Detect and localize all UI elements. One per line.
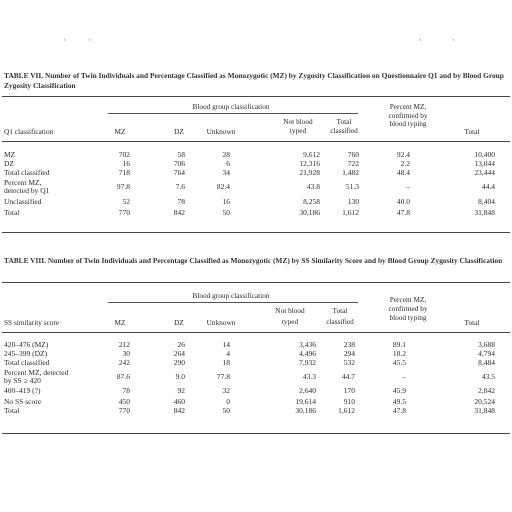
cell-dz: 460 bbox=[173, 396, 185, 406]
table-8-row-header: SS similarity score bbox=[4, 318, 60, 327]
table-7-title: TABLE VII. Number of Twin Individuals and Percentage Classified as Monozygotic (MZ) by Zygosity Classification on Questionnaire Q1 and by Blood Group Zygosity Classification bbox=[4, 71, 504, 90]
cell-total: 23,444 bbox=[474, 167, 495, 177]
cell-total-classified: 238 bbox=[343, 340, 355, 349]
cell-not-typed: 21,928 bbox=[299, 167, 320, 177]
cell-total-classified: 1,612 bbox=[338, 405, 355, 415]
cell-not-typed: 43.8 bbox=[306, 181, 320, 191]
cell-not-typed: 9,612 bbox=[303, 150, 320, 159]
table-7-percent-l2: confirmed by bbox=[388, 110, 428, 120]
table-8-not-blood-l1: Not blood bbox=[275, 306, 305, 315]
cell-mz: 16 bbox=[122, 158, 130, 168]
table-8-col-dz: DZ bbox=[174, 318, 184, 327]
table-7-row-header: Q1 classification bbox=[4, 127, 54, 136]
table-7-bottom-rule bbox=[2, 232, 510, 233]
table-8-col-mz: MZ bbox=[114, 318, 126, 327]
cell-total-classified: 1,482 bbox=[342, 167, 359, 177]
cell-unknown: 0 bbox=[226, 396, 230, 406]
row-label: Unclassified bbox=[4, 196, 42, 206]
table-8-percent-l1: Percent MZ, bbox=[389, 295, 427, 304]
row-label: 420–476 (MZ) bbox=[4, 340, 49, 349]
cell-not-typed: 3,436 bbox=[299, 340, 316, 349]
cell-percent: 92.4 bbox=[396, 150, 410, 159]
cell-mz: 770 bbox=[118, 405, 130, 415]
cell-percent: 45.9 bbox=[392, 385, 406, 395]
table-8-total-classified-l1: Total bbox=[332, 306, 348, 315]
cell-unknown: 14 bbox=[222, 340, 230, 349]
cell-total: 4,794 bbox=[478, 348, 495, 358]
cell-total: 8,404 bbox=[478, 196, 495, 206]
cell-unknown: 82.4 bbox=[216, 181, 230, 191]
table-7-top-rule bbox=[2, 96, 510, 97]
cell-total-classified: 1,612 bbox=[342, 207, 359, 217]
row-label: Total bbox=[4, 405, 20, 415]
cell-dz: 842 bbox=[173, 405, 185, 415]
table-8-percent-l3: blood typing bbox=[389, 313, 427, 322]
row-label: Percent MZ, detected bbox=[4, 367, 69, 377]
cell-total: 2,842 bbox=[478, 385, 495, 395]
cell-total: 31,848 bbox=[474, 207, 495, 217]
row-label: by SS ≥ 420 bbox=[4, 376, 41, 386]
cell-total-classified: 170 bbox=[343, 385, 355, 395]
cell-total: 13,044 bbox=[474, 158, 495, 168]
cell-total: 10,400 bbox=[474, 150, 495, 159]
cell-total: 3,688 bbox=[478, 340, 495, 349]
cell-total: 43.5 bbox=[481, 371, 495, 381]
cell-dz: 290 bbox=[173, 357, 185, 367]
row-label: MZ bbox=[4, 150, 16, 159]
cell-dz: 78 bbox=[177, 196, 185, 206]
cell-unknown: 6 bbox=[226, 158, 230, 168]
cell-mz: 87.6 bbox=[116, 371, 130, 381]
cell-dz: 764 bbox=[173, 167, 185, 177]
table-7-col-total: Total bbox=[464, 127, 480, 136]
table-7-group-rule bbox=[108, 113, 358, 114]
cell-total-classified: 532 bbox=[343, 357, 355, 367]
cell-mz: 52 bbox=[122, 196, 130, 206]
row-label: 245–399 (DZ) bbox=[4, 348, 48, 358]
table-7-total-classified-l2: classified bbox=[330, 126, 358, 135]
cell-dz: 26 bbox=[177, 340, 185, 349]
cell-not-typed: 7,932 bbox=[299, 357, 316, 367]
scan-mark: · bbox=[63, 35, 66, 45]
cell-dz: 58 bbox=[177, 150, 185, 159]
table-8-col-unknown: Unknown bbox=[206, 318, 236, 327]
cell-dz: 92 bbox=[177, 385, 185, 395]
row-label: No SS score bbox=[4, 396, 42, 406]
table-8-top-rule bbox=[2, 282, 510, 283]
row-label: Total classified bbox=[4, 167, 50, 177]
table-8-not-blood-l2: typed bbox=[281, 317, 299, 326]
cell-dz: 842 bbox=[173, 207, 185, 217]
cell-mz: 97.8 bbox=[116, 181, 130, 191]
cell-unknown: 34 bbox=[222, 167, 230, 177]
row-label: Percent MZ, bbox=[4, 177, 42, 187]
table-7-group-header: Blood group classification bbox=[192, 102, 270, 111]
cell-mz: 450 bbox=[118, 396, 130, 406]
table-7-not-blood-l1: Not blood bbox=[283, 117, 313, 126]
cell-not-typed: 30,186 bbox=[299, 207, 320, 217]
cell-total-classified: 130 bbox=[347, 196, 359, 206]
table-8-header-rule bbox=[2, 332, 510, 333]
cell-not-typed: 8,258 bbox=[303, 196, 320, 206]
cell-unknown: 16 bbox=[222, 196, 230, 206]
scan-mark: · bbox=[452, 35, 455, 45]
table-7-col-mz: MZ bbox=[114, 127, 126, 136]
row-label: Total bbox=[4, 207, 20, 217]
cell-total-classified: 294 bbox=[343, 348, 355, 358]
table-8-group-rule bbox=[108, 302, 358, 303]
cell-not-typed: 43.3 bbox=[302, 371, 316, 381]
cell-mz: 770 bbox=[118, 207, 130, 217]
cell-mz: 78 bbox=[122, 385, 130, 395]
table-8-col-total: Total bbox=[464, 318, 480, 327]
cell-total-classified: 44.7 bbox=[341, 371, 355, 381]
cell-unknown: 18 bbox=[222, 357, 230, 367]
cell-not-typed: 30,186 bbox=[295, 405, 316, 415]
cell-percent: 45.5 bbox=[392, 357, 406, 367]
cell-percent: 49.5 bbox=[392, 396, 406, 406]
table-8-total-classified-l2: classified bbox=[326, 317, 354, 326]
cell-unknown: 77.8 bbox=[216, 371, 230, 381]
cell-unknown: 4 bbox=[226, 348, 230, 358]
cell-total: 20,524 bbox=[474, 396, 495, 406]
cell-total: 31,848 bbox=[474, 405, 495, 415]
cell-not-typed: 19,614 bbox=[295, 396, 316, 406]
cell-total: 44.4 bbox=[481, 181, 495, 191]
cell-mz: 242 bbox=[118, 357, 130, 367]
cell-not-typed: 2,640 bbox=[299, 385, 316, 395]
cell-total-classified: 722 bbox=[347, 158, 359, 168]
table-8-percent-l2: confirmed by bbox=[388, 304, 428, 313]
table-8-bottom-rule bbox=[2, 433, 510, 434]
cell-percent: – bbox=[402, 371, 406, 381]
cell-dz: 706 bbox=[173, 158, 185, 168]
cell-percent: 47.8 bbox=[392, 405, 406, 415]
cell-unknown: 50 bbox=[222, 207, 230, 217]
table-7-col-dz: DZ bbox=[174, 127, 184, 136]
cell-percent: 89.1 bbox=[392, 340, 406, 349]
cell-percent: – bbox=[406, 181, 410, 191]
cell-unknown: 32 bbox=[222, 385, 230, 395]
cell-unknown: 50 bbox=[222, 405, 230, 415]
cell-unknown: 28 bbox=[222, 150, 230, 159]
cell-total-classified: 760 bbox=[347, 150, 359, 159]
table-7-percent-l3: blood typing bbox=[389, 119, 427, 128]
row-label: 400–419 (?) bbox=[4, 385, 41, 395]
scan-mark: · bbox=[88, 35, 91, 45]
table-7-percent-l1: Percent MZ, bbox=[389, 102, 427, 111]
cell-dz: 9.0 bbox=[175, 371, 185, 381]
table-7-header-rule bbox=[2, 141, 510, 142]
table-7-col-unknown: Unknown bbox=[206, 127, 236, 136]
cell-percent: 40.0 bbox=[396, 196, 410, 206]
scan-mark: · bbox=[419, 35, 422, 45]
cell-dz: 7.6 bbox=[175, 181, 185, 191]
cell-percent: 47.8 bbox=[396, 207, 410, 217]
cell-mz: 212 bbox=[118, 340, 130, 349]
cell-not-typed: 4,496 bbox=[299, 348, 316, 358]
cell-percent: 2.2 bbox=[400, 158, 410, 168]
cell-mz: 702 bbox=[118, 150, 130, 159]
row-label: DZ bbox=[4, 158, 14, 168]
cell-mz: 30 bbox=[122, 348, 130, 358]
cell-percent: 48.4 bbox=[396, 167, 410, 177]
cell-total: 8,484 bbox=[478, 357, 495, 367]
table-8-title: TABLE VIII. Number of Twin Individuals and Percentage Classified as Monozygotic (MZ) by SS Similarity Score and by Blood Group Zygosity Classification bbox=[4, 256, 503, 265]
cell-total-classified: 51.3 bbox=[345, 181, 359, 191]
cell-not-typed: 12,316 bbox=[299, 158, 320, 168]
table-7-total-classified-l1: Total bbox=[336, 117, 352, 126]
cell-total-classified: 910 bbox=[343, 396, 355, 406]
cell-percent: 10.2 bbox=[392, 348, 406, 358]
table-8-group-header: Blood group classification bbox=[192, 291, 270, 300]
cell-mz: 718 bbox=[118, 167, 130, 177]
cell-dz: 264 bbox=[173, 348, 185, 358]
row-label: detected by Q1 bbox=[4, 186, 50, 196]
table-7-not-blood-l2: typed bbox=[289, 126, 307, 135]
row-label: Total classified bbox=[4, 357, 50, 367]
